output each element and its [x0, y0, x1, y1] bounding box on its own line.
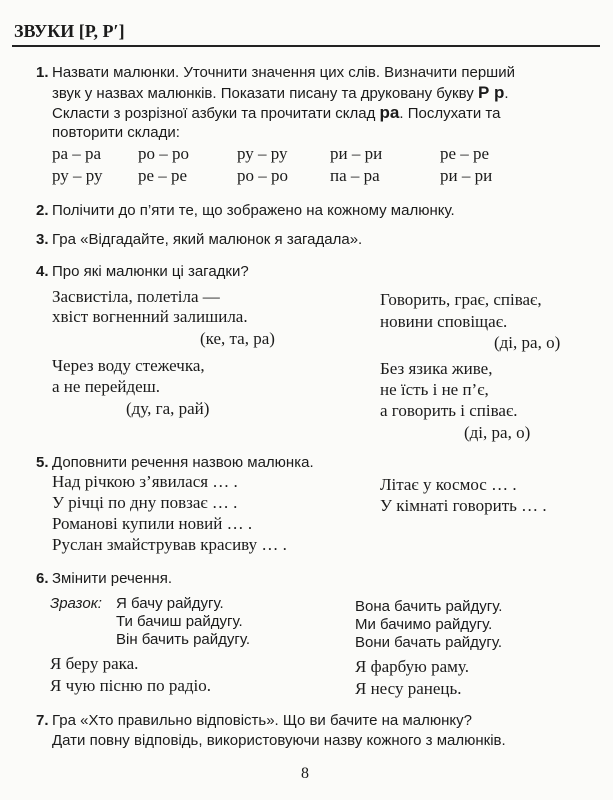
- syllable-pair: ри – ри: [440, 166, 493, 185]
- sentence: Я чую пісню по радіо.: [50, 676, 212, 695]
- task-text: Змінити речення.: [52, 570, 172, 587]
- text-part: Скласти з розрізної азбуки та прочитати склад: [52, 105, 380, 122]
- task-text: Доповнити речення назвою малюнка.: [52, 454, 314, 471]
- sentence: Літає у космос … .: [380, 475, 517, 494]
- riddle-line: Засвистіла, полетіла —: [52, 287, 220, 306]
- task-text: Гра «Відгадайте, який малюнок я загадала».: [52, 231, 363, 248]
- task-text: Гра «Хто правильно відповість». Що ви бачите на малюнку?: [52, 712, 472, 729]
- riddle-line: Через воду стежечка,: [52, 356, 205, 375]
- riddle-hint: (ке, та, ра): [200, 329, 275, 348]
- riddle-hint: (ду, га, рай): [126, 399, 210, 418]
- task-number: 6.: [36, 570, 49, 587]
- riddle-line: Без язика живе,: [380, 359, 493, 378]
- example-sentence: Вони бачать райдугу.: [355, 634, 503, 651]
- task-text: Назвати малюнки. Уточнити значення цих слів. Визначити перший: [52, 64, 515, 81]
- sentence: Я фарбую раму.: [355, 657, 469, 676]
- syllable-pair: ри – ри: [330, 144, 383, 163]
- task-number: 3.: [36, 231, 49, 248]
- sentence: Я беру рака.: [50, 654, 139, 673]
- riddle-line: не їсть і не п’є,: [380, 380, 489, 399]
- example-sentence: Вона бачить райдугу.: [355, 598, 503, 615]
- task-text: Дати повну відповідь, використовуючи назву кожного з малюнків.: [52, 732, 506, 749]
- sentence: Романові купили новий … .: [52, 514, 253, 533]
- task-number: 4.: [36, 263, 49, 280]
- letter-rr: Р р: [477, 83, 505, 102]
- task-number: 7.: [36, 712, 49, 729]
- text-part: .: [504, 85, 509, 102]
- riddle-line: новини сповіщає.: [380, 312, 508, 331]
- syllable-pair: па – ра: [330, 166, 380, 185]
- task-text: [52, 83, 509, 104]
- sentence: У кімнаті говорить … .: [380, 496, 547, 515]
- task-text: Про які малюнки ці загадки?: [52, 263, 249, 280]
- syllable-ra: ра: [379, 103, 400, 122]
- text-part: звук у назвах малюнків. Показати писану та друковану букву: [52, 85, 478, 102]
- example-sentence: Він бачить райдугу.: [116, 631, 251, 648]
- riddle-line: а не перейдеш.: [52, 377, 161, 396]
- task-number: 2.: [36, 202, 49, 219]
- task-text: повторити склади:: [52, 124, 180, 141]
- task-number: 1.: [36, 64, 49, 81]
- syllable-pair: ро – ро: [237, 166, 288, 185]
- sentence: Я несу ранець.: [355, 679, 462, 698]
- task-number: 5.: [36, 454, 49, 471]
- syllable-pair: ре – ре: [440, 144, 490, 163]
- riddle-hint: (ді, ра, о): [464, 423, 531, 442]
- task-text: Полічити до п’яти те, що зображено на кожному малюнку.: [52, 202, 455, 219]
- syllable-pair: ру – ру: [237, 144, 288, 163]
- syllable-pair: ро – ро: [138, 144, 189, 163]
- example-label: Зразок:: [50, 595, 102, 612]
- header-rule: [12, 45, 600, 47]
- sentence: У річці по дну повзає … .: [52, 493, 238, 512]
- example-sentence: Ти бачиш райдугу.: [116, 613, 243, 630]
- riddle-line: а говорить і співає.: [380, 401, 518, 420]
- syllable-pair: ре – ре: [138, 166, 188, 185]
- task-text: [52, 103, 500, 124]
- riddle-hint: (ді, ра, о): [494, 333, 561, 352]
- syllable-pair: ра – ра: [52, 144, 102, 163]
- example-sentence: Я бачу райдугу.: [116, 595, 224, 612]
- sentence: Руслан змайстрував красиву … .: [52, 535, 287, 554]
- page-number: 8: [301, 765, 309, 782]
- riddle-line: хвіст вогненний залишила.: [52, 307, 248, 326]
- sentence: Над річкою з’явилася … .: [52, 472, 238, 491]
- example-sentence: Ми бачимо райдугу.: [355, 616, 493, 633]
- riddle-line: Говорить, грає, співає,: [380, 290, 542, 309]
- page-title: ЗВУКИ [Р, Р′]: [14, 21, 125, 41]
- text-part: . Послухати та: [399, 105, 501, 122]
- syllable-pair: ру – ру: [52, 166, 103, 185]
